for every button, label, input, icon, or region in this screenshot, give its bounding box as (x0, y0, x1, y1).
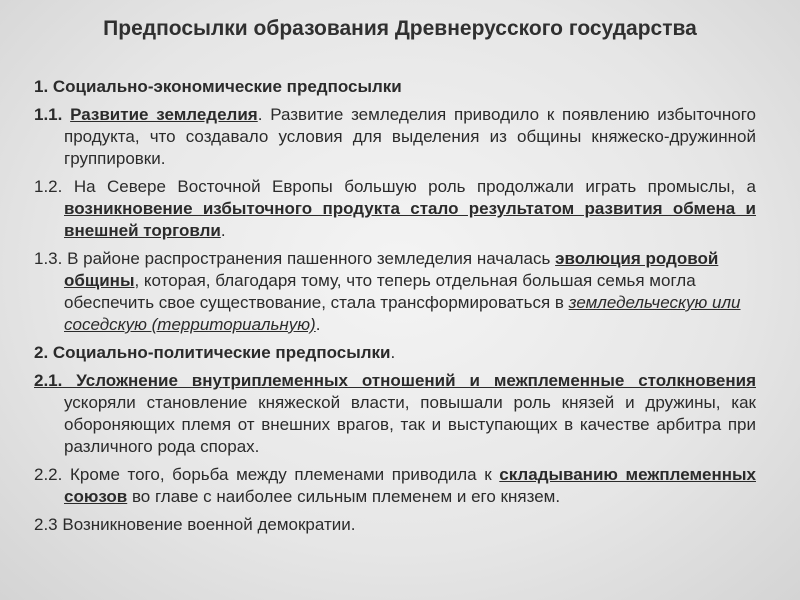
paragraph-1-3-text-start: 1.3. В районе распространения пашенного земледелия началась (34, 249, 556, 268)
paragraph-2-1-text: ускоряли становление княжеской власти, повышали роль князей и дружины, как обороняющих племя от внешних врагов, так и выступающих в качестве арбитра при различного рода спорах. (64, 393, 756, 456)
paragraph-2-3 (34, 514, 756, 536)
paragraph-2-1 (34, 370, 756, 458)
paragraph-1-3-text-mid: , которая, благодаря тому, что теперь отдельная большая семья могла обеспечить свое существование, стала трансформироваться в (64, 271, 696, 312)
paragraph-2-2-text-end: во главе с наиболее сильным племенем и его князем. (127, 487, 561, 506)
page-title: Предпосылки образования Древнерусского государства (103, 17, 697, 40)
paragraph-1-2-emphasis: возникновение избыточного продукта стало результатом развития обмена и внешней торговли (64, 199, 756, 240)
paragraph-1-3-italic: земледельческую или соседскую (территориальную) (64, 293, 741, 334)
paragraph-2-3-text: 2.3 Возникновение военной демократии. (34, 515, 356, 534)
section-1-heading (34, 76, 756, 98)
paragraph-1-2 (34, 176, 756, 242)
paragraph-2-2-text-start: 2.2. Кроме того, борьба между племенами приводила к (34, 465, 500, 484)
paragraph-1-2-text-start: 1.2. На Севере Восточной Европы большую роль продолжали играть промыслы, а (34, 177, 756, 196)
paragraph-1-3-text-end: . (315, 315, 321, 334)
paragraph-2-2 (34, 464, 756, 508)
section-2-heading (34, 342, 756, 364)
section-2-heading-end: . (390, 343, 396, 362)
slide-content (34, 76, 756, 542)
paragraph-1-1-text: . Развитие земледелия приводило к появлению избыточного продукта, что создавало условия для выделения из общины княжеско-дружинной группировки. (64, 105, 757, 168)
paragraph-1-1 (34, 104, 756, 170)
paragraph-1-3 (34, 248, 756, 336)
paragraph-1-3-emphasis: эволюция родовой общины (64, 249, 719, 290)
paragraph-1-1-number: 1.1. (34, 105, 71, 124)
paragraph-2-1-emphasis: 2.1. Усложнение внутриплеменных отношений и межплеменные столкновения (34, 371, 756, 390)
section-2-heading-text: 2. Социально-политические предпосылки (34, 343, 391, 362)
section-1-heading-text: 1. Социально-экономические предпосылки (34, 77, 402, 96)
paragraph-2-2-emphasis: складыванию межплеменных союзов (64, 465, 756, 506)
paragraph-1-1-emphasis: Развитие земледелия (70, 105, 258, 124)
paragraph-1-2-text-end: . (220, 221, 226, 240)
